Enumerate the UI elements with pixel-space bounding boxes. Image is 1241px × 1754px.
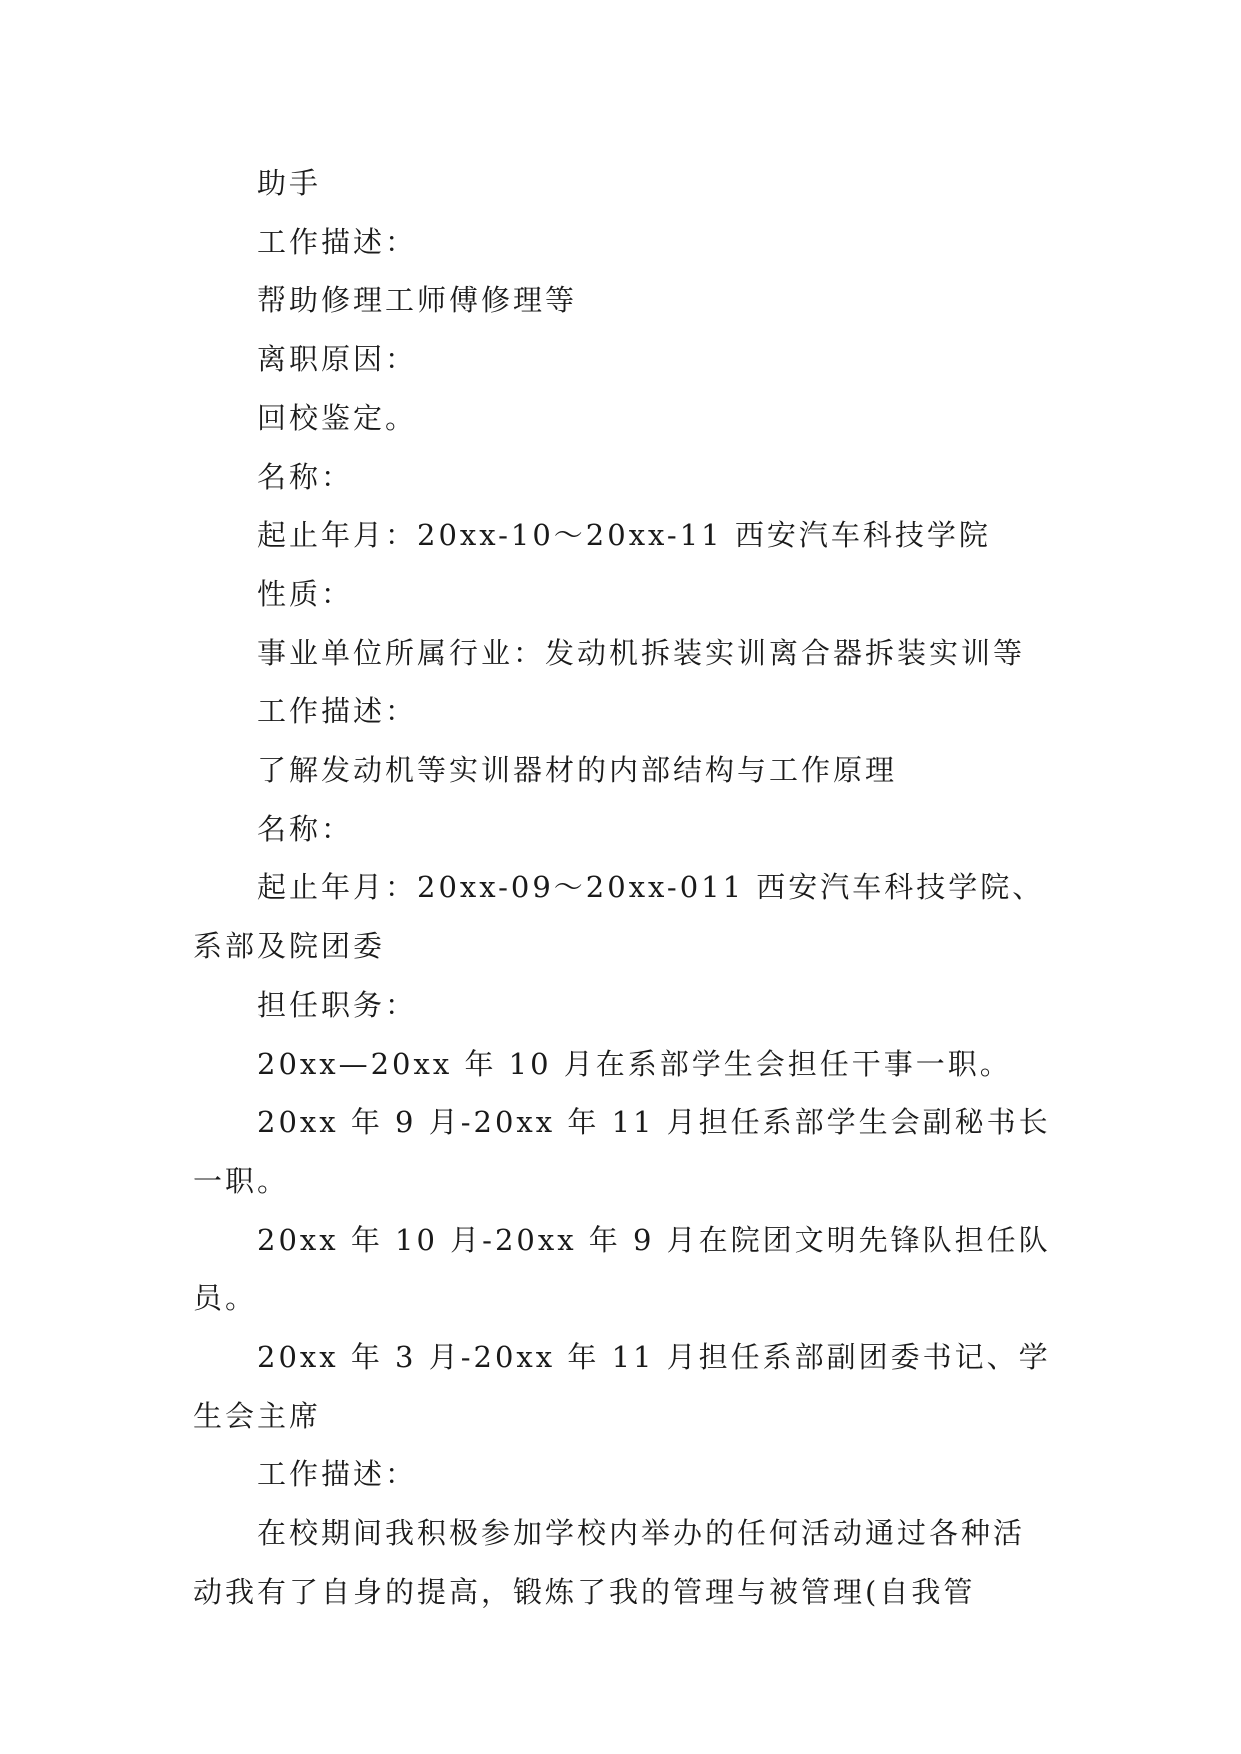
- paragraph: 性质：: [257, 576, 354, 611]
- paragraph: 事业单位所属行业：发动机拆装实训离合器拆装实训等: [257, 635, 1026, 670]
- paragraph: 担任职务：: [257, 987, 418, 1022]
- paragraph: 20xx—20xx 年 10 月在系部学生会担任干事一职。: [257, 1046, 1012, 1081]
- paragraph: 离职原因：: [257, 342, 418, 377]
- paragraph: 在校期间我积极参加学校内举办的任何活动通过各种活动我有了自身的提高，锻炼了我的管理与被管理(自我管: [193, 1516, 1026, 1609]
- paragraph: 助手: [257, 166, 322, 200]
- paragraph: 名称：: [257, 811, 354, 846]
- paragraph: 帮助修理工师傅修理等: [257, 283, 578, 318]
- paragraph: 起止年月：20xx-09～20xx-011 西安汽车科技学院、系部及院团委: [193, 870, 1045, 964]
- document-body: [193, 154, 1053, 1622]
- paragraph: 工作描述：: [257, 1457, 418, 1492]
- paragraph: 20xx 年 9 月-20xx 年 11 月担任系部学生会副秘书长一职。: [193, 1105, 1051, 1198]
- paragraph: 20xx 年 10 月-20xx 年 9 月在院团文明先锋队担任队员。: [193, 1222, 1051, 1316]
- paragraph: 名称：: [257, 459, 354, 494]
- paragraph: 工作描述：: [257, 224, 418, 259]
- paragraph: 回校鉴定。: [257, 400, 418, 435]
- paragraph: 20xx 年 3 月-20xx 年 11 月担任系部副团委书记、学生会主席: [193, 1340, 1051, 1433]
- paragraph: 工作描述：: [257, 694, 418, 729]
- paragraph: 起止年月：20xx-10～20xx-11 西安汽车科技学院: [257, 518, 991, 553]
- paragraph: 了解发动机等实训器材的内部结构与工作原理: [257, 753, 898, 788]
